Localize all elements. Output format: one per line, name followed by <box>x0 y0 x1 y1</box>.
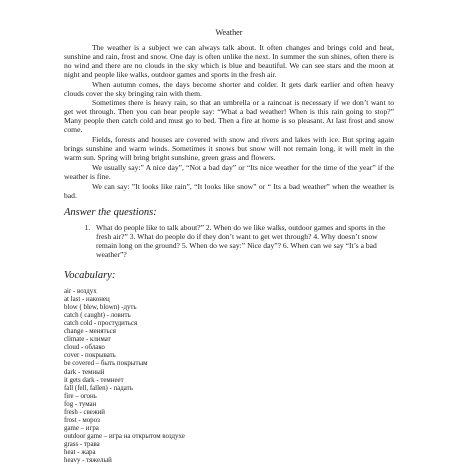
paragraph: Fields, forests and houses are covered with snow and rivers and lakes with ice. But spring again brings sunshine and warm winds. Sometimes it snows but snow will not remain long, it will melt in the warm sun. Spring will bring bright sunshine, green grass and flowers. <box>64 135 394 162</box>
vocabulary-item: it gets dark - темнеет <box>64 376 124 384</box>
vocabulary-item: blow ( blew, blown) -дуть <box>64 304 137 312</box>
paragraph: We usually say:” A nice day”, “Not a bad day” or “Its nice weather for the time of the year” if the weather is fine. <box>64 162 394 181</box>
paragraph: The weather is a subject we can always talk about. It often changes and brings cold and heat, sunshine and rain, frost and snow. One day is often unlike the next. In summer the sun shines, often there is no wind and there are no clouds in the sky which is blue and beautiful. We can see stars and the moon at night and people like walks, outdoor games and sports in the fresh air. <box>64 43 394 79</box>
question-item: 1. What do people like to talk about?” 2. When do we like walks, outdoor games and sports in the fresh air?” 3. What do people do if they don’t want to get wet through? 4. Why doesn’t snow remain long on the ground? 5. When do we say:” Nice day”? 6. When can we say “It’s a bad weather”? <box>92 224 394 260</box>
body-text <box>64 44 394 200</box>
questions-heading: Answer the questions: <box>64 207 157 219</box>
vocabulary-heading: Vocabulary: <box>64 270 116 282</box>
vocabulary-item: outdoor game – игра на открытом воздухе <box>64 432 185 440</box>
vocabulary-item: frost - мороз <box>64 416 100 424</box>
questions-list <box>64 224 394 260</box>
vocabulary-item: be covered – быть покрытым <box>64 360 148 368</box>
paragraph: We can say: ”It looks like rain”, “It looks like snow” or “ Its a bad weather” when the weather is bad. <box>64 181 394 200</box>
vocabulary-item: fire – огонь <box>64 392 97 400</box>
vocabulary-item: fog - туман <box>64 400 97 408</box>
vocabulary-item: fresh - свежий <box>64 408 105 416</box>
vocabulary-item: at last - наконец <box>64 296 110 304</box>
vocabulary-item: climate - климат <box>64 336 111 344</box>
vocabulary-item: heavy - тяжелый <box>64 457 112 465</box>
vocabulary-item: heat - жара <box>64 448 96 456</box>
document-title: Weather <box>215 28 243 37</box>
vocabulary-item: catch ( caught) - ловить <box>64 312 131 320</box>
vocabulary-item: game – игра <box>64 424 99 432</box>
vocabulary-item: fall (fell, fallen) - падать <box>64 384 133 392</box>
vocabulary-item: dark - темный <box>64 368 105 376</box>
vocabulary-item: catch cold - простудиться <box>64 320 138 328</box>
vocabulary-item: cloud - облако <box>64 344 105 352</box>
paragraph: When autumn comes, the days become shorter and colder. It gets dark earlier and often heavy clouds cover the sky bringing rain with them. <box>64 79 394 98</box>
vocabulary-item: air - воздух <box>64 288 97 296</box>
vocabulary-item: change - меняться <box>64 328 116 336</box>
vocabulary-list <box>64 288 394 465</box>
vocabulary-item: grass - трава <box>64 440 100 448</box>
paragraph: Sometimes there is heavy rain, so that an umbrella or a raincoat is necessary if we don’t want to get wet through. Then you can hear people say: “What a bad weather! When is this rain going to stop?” Many people then catch cold and must go to bed. Then a fire at home is so pleasant. At last frost and snow come. <box>64 98 394 135</box>
vocabulary-item: cover - покрывать <box>64 352 116 360</box>
